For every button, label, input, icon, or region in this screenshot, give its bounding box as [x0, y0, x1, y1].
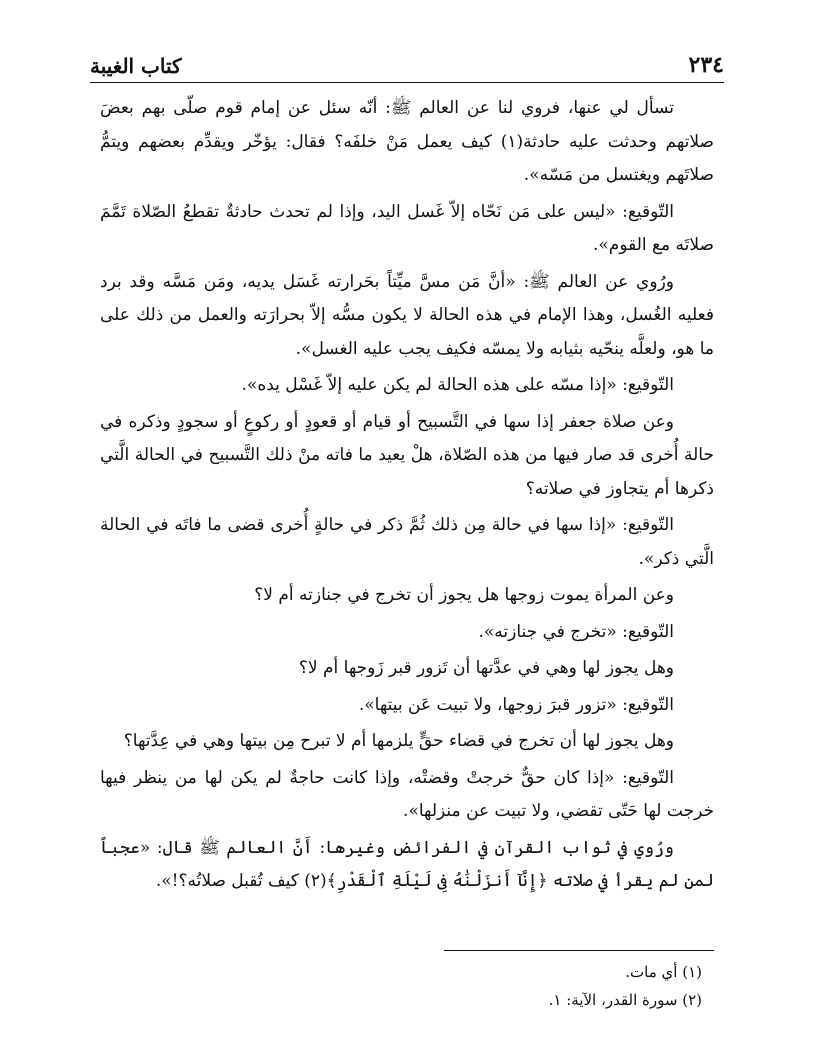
paragraph: تسأل لي عنها، فروي لنا عن العالم ﷺ: أنّه سئل عن إمام قوم صلّى بهم بعضَ صلاتهم وحدثت عليه حادثة(١) كيف يعمل مَنْ خلفَه؟ فقال: يؤخّر ويقدِّم بعضهم ويتمُّ صلاتَهم ويغتسل من مَسّه».	[100, 98, 714, 185]
paragraph: التّوقيع: «إذا مسّه على هذه الحالة لم يكن عليه إلاّ غَسْل يده».	[241, 375, 674, 395]
running-title: كتاب الغيبة	[90, 54, 182, 78]
footnote: (١) أي مات.	[625, 963, 702, 981]
paragraph: التّوقيع: «إذا كان حقٌّ خرجتْ وقضتْه، وإذا كانت حاجةٌ لم يكن لها من ينظر فيها خرجت لها حَتّى تقضي، ولا تبيت عن منزلها».	[100, 767, 714, 821]
paragraph: التّوقيع: «تخرج في جنازته».	[478, 621, 674, 642]
footnote: (٢) سورة القدر، الآية: ١.	[548, 991, 702, 1009]
paragraph: وهل يجوز لها أن تخرج في قضاء حقٍّ يلزمها أم لا تبرح مِن بيتها وهي في عِدَّتها؟	[123, 731, 674, 751]
paragraph: ورُوي عن العالم ﷺ: «أنَّ مَن مسَّ ميِّتاً بحَرارته غَسَل يديه، ومَن مَسَّه وقد برد فعليه الغُسل، وهذا الإمام في هذه الحالة لا يكون مسُّه إلاّ بحرارَته والعمل من ذلك على ما هو، ولعلَّه ينحّيه بثيابه ولا يمسّه فكيف يجب عليه الغسل».	[100, 271, 714, 359]
main-text	[100, 92, 714, 902]
paragraph: وعن المرأة يموت زوجها هل يجوز أن تخرج في جنازته أم لا؟	[254, 585, 674, 605]
paragraph: ورُوي في ثواب القرآن في الفرائض وغيرها: أَنَّ العالم ﷺ قال: «عجباً لمن لم يقرأ في صلاته ﴿إِنَّآ أَنزَلْنَٰهُ فِى لَيْلَةِ ٱلْقَدْرِ﴾(٢) كيف تُقبل صلاتُه؟!».	[100, 837, 714, 891]
paragraph: وهل يجوز لها وهي في عدَّتها أن تَزور قبر زَوجها أم لا؟	[298, 658, 674, 678]
footnotes	[100, 958, 714, 1014]
page-number: ٢٣٤	[688, 52, 724, 78]
paragraph: التّوقيع: «إذا سها في حالة مِن ذلك ثُمَّ ذكر في حالةٍ أُخرى قضى ما فاتَه في الحالة الَّتي ذكر».	[100, 515, 714, 569]
page-header	[90, 38, 724, 78]
paragraph: التّوقيع: «تزور قبرَ زوجها، ولا تبيت عَن بيتها».	[358, 694, 674, 715]
paragraph: وعن صلاة جعفر إذا سها في التَّسبيح أو قيام أو قعودٍ أو ركوعٍ أو سجودٍ وذكره في حالة أُخرى قد صار فيها من هذه الصّلاة، هلْ يعيد ما فاته منْ ذلك التَّسبيح في الحالة الَّتي ذكرها أم يتجاوز في صلاته؟	[100, 411, 714, 499]
paragraph: التّوقيع: «ليس على مَن نَحّاه إلاّ غَسل اليد، وإذا لم تحدث حادثةٌ تقطعُ الصّلاة تَمَّمَ صلاتَه مع القوم».	[100, 201, 714, 255]
header-rule	[90, 82, 724, 83]
footnote-rule	[444, 950, 714, 951]
